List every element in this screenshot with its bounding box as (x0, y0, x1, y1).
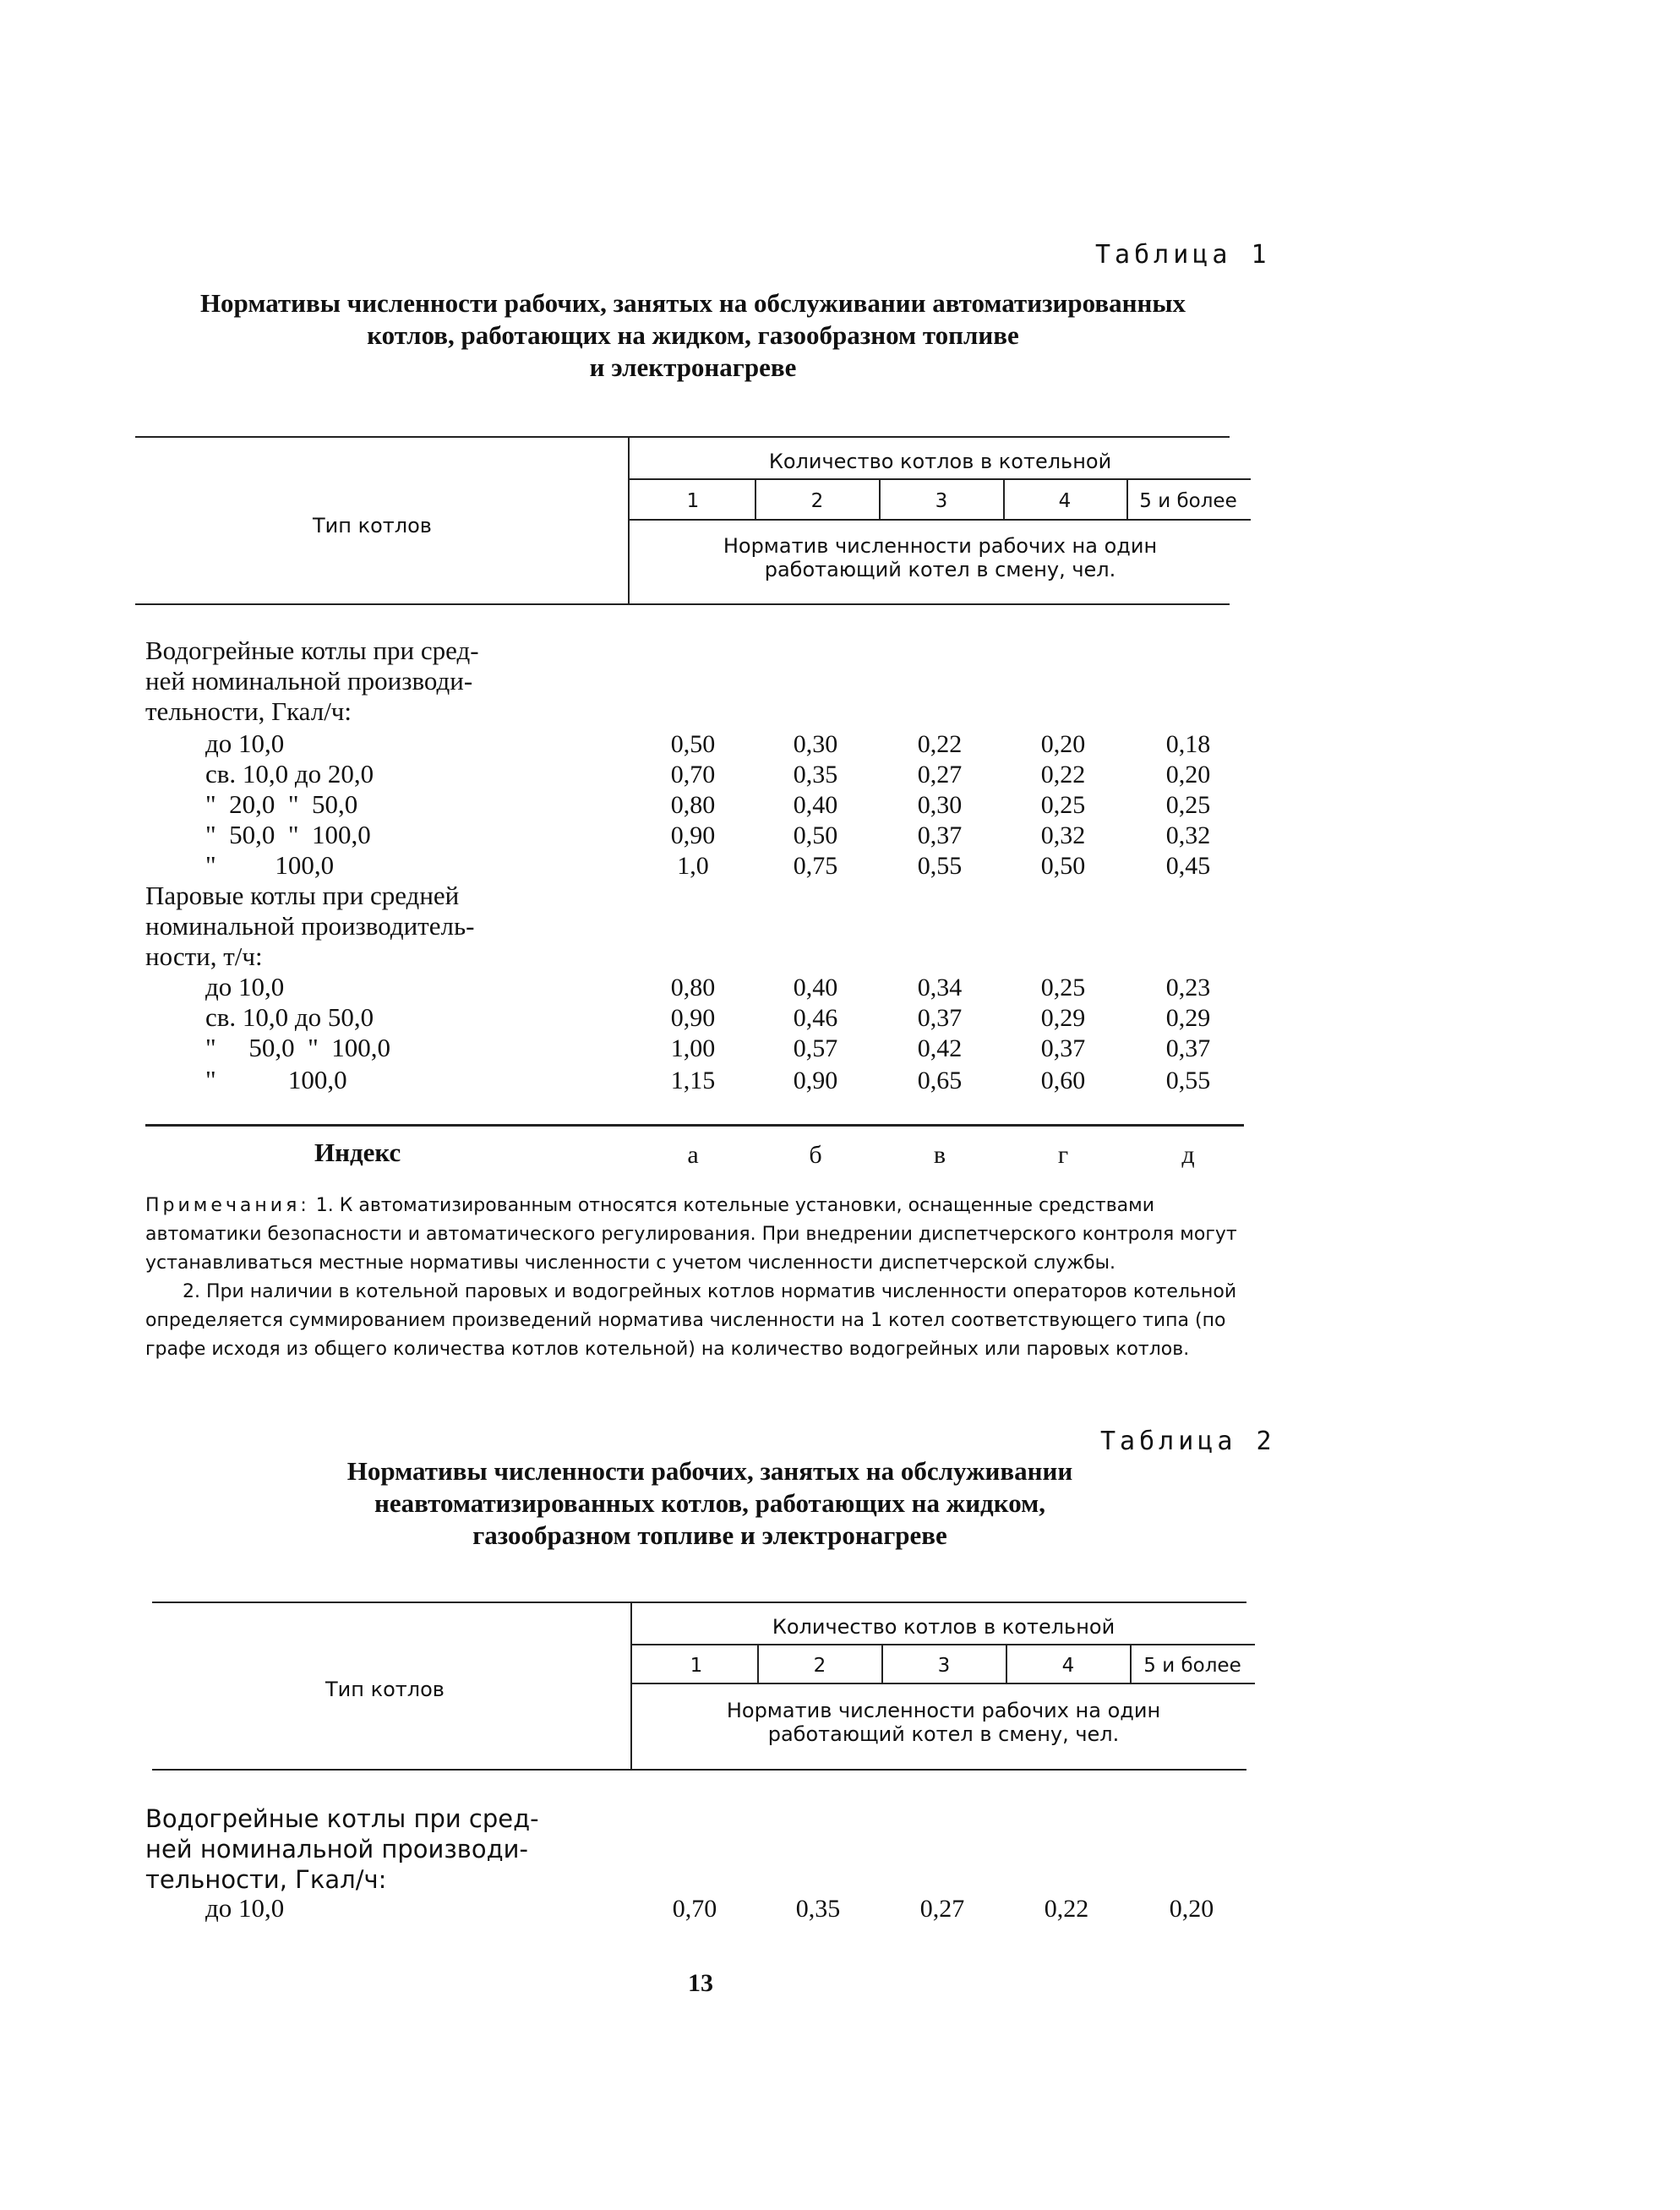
table2-title-line: газообразном топливе и электронагреве (472, 1520, 947, 1550)
table1-cell: 0,50 (670, 730, 716, 758)
table1-columns-rule (630, 519, 1251, 521)
table1-cell: 0,25 (1040, 974, 1086, 1001)
table1-count-header: Количество котлов в котельной (768, 450, 1112, 473)
table1-group-line: тельности, Гкал/ч: (145, 696, 352, 726)
table2-title-line: неавтоматизированных котлов, работающих на жидком, (374, 1488, 1045, 1518)
table1-cell: 0,60 (1040, 1067, 1086, 1094)
table2-cell: 0,27 (919, 1895, 965, 1923)
table1-group-line: Паровые котлы при средней (145, 881, 460, 910)
table1-cell: 0,22 (917, 730, 963, 758)
table2-col-2: 2 (813, 1655, 826, 1677)
table1-cell: 0,29 (1165, 1004, 1211, 1032)
table1-row-label: до 10,0 (205, 972, 285, 1001)
table1-group-water (145, 636, 479, 727)
table1-norm-header (630, 534, 1251, 581)
table2-cell: 0,70 (672, 1895, 717, 1923)
table1-cell: 0,30 (793, 730, 838, 758)
table2-type-header: Тип котлов (325, 1678, 445, 1701)
table1-row-label: до 10,0 (205, 728, 285, 758)
table1-cell: 0,42 (917, 1034, 963, 1062)
table1-title-line: и электронагреве (589, 352, 797, 382)
table1-row-label: " 100,0 (205, 1065, 347, 1094)
table1-cell: 0,65 (917, 1067, 963, 1094)
table1-cell: 0,50 (1040, 852, 1086, 880)
table1-cell: 0,37 (917, 1004, 963, 1032)
table2-header-bottom-rule (152, 1769, 1246, 1771)
table1-cell: 0,32 (1165, 821, 1211, 849)
table1-cell: 0,70 (670, 761, 716, 789)
table2-norm-line: работающий котел в смену, чел. (767, 1722, 1120, 1746)
table1-cell: 0,25 (1165, 791, 1211, 819)
table1-row-label: " 100,0 (205, 850, 335, 880)
table2-columns-rule (632, 1683, 1255, 1684)
table2-norm-header (632, 1699, 1255, 1746)
note-2: 2. При наличии в котельной паровых и водогрейных котлов норматив численности операторов котельной определяется суммированием произведений норматива численности на 1 котел соответствующего типа (по графе исходя из общего количества котлов котельной) на количество водогрейных или паровых котлов. (145, 1281, 1237, 1360)
table2-norm-line: Норматив численности рабочих на один (726, 1699, 1161, 1722)
table1-cell: 0,32 (1040, 821, 1086, 849)
table1-cell: 0,90 (670, 1004, 716, 1032)
table1-notes (145, 1192, 1261, 1364)
table1-col-1: 1 (686, 490, 700, 512)
table2-col-divider (1130, 1644, 1132, 1683)
table1-cell: 0,45 (1165, 852, 1211, 880)
table1-index-label: Индекс (314, 1138, 401, 1167)
table1-cell: 0,23 (1165, 974, 1211, 1001)
table2-count-header: Количество котлов в котельной (772, 1615, 1115, 1639)
table1-col-divider (1003, 478, 1005, 519)
table1-caption: Таблица 1 (1095, 240, 1271, 270)
table2-col-divider (1006, 1644, 1007, 1683)
table1-row-label: св. 10,0 до 50,0 (205, 1002, 374, 1032)
table1-row-label: " 20,0 " 50,0 (205, 789, 358, 819)
table2-col-3: 3 (937, 1655, 951, 1677)
table1-norm-line: Норматив численности рабочих на один (723, 534, 1158, 558)
table1-col-divider (879, 478, 881, 519)
table1-cell: 0,75 (793, 852, 838, 880)
table2-col-4: 4 (1061, 1655, 1075, 1677)
table2-row-label: до 10,0 (205, 1893, 285, 1923)
table2-col-5: 5 и более (1143, 1655, 1241, 1677)
table1-group-line: ней номинальной производи- (145, 666, 473, 696)
table1-cell: 0,20 (1040, 730, 1086, 758)
table1-cell: 0,40 (793, 974, 838, 1001)
table1-row-label: " 50,0 " 100,0 (205, 820, 371, 849)
table2-col-divider (881, 1644, 883, 1683)
table1-col-4: 4 (1058, 490, 1072, 512)
table2-caption: Таблица 2 (1100, 1427, 1276, 1456)
table2-group-line: тельности, Гкал/ч: (145, 1865, 387, 1894)
table1-count-rule (630, 478, 1251, 480)
table1-cell: 0,37 (917, 821, 963, 849)
table1-header-bottom-rule (135, 603, 1230, 605)
table1-cell: 0,27 (917, 761, 963, 789)
table1-title-line: котлов, работающих на жидком, газообразном топливе (367, 320, 1019, 350)
table1-cell: 0,34 (917, 974, 963, 1001)
table1-type-header: Тип котлов (313, 514, 432, 537)
table1-index-rule (145, 1124, 1244, 1127)
table1-group-steam (145, 881, 474, 972)
table1-cell: 0,55 (1165, 1067, 1211, 1094)
table1-cell: 0,20 (1165, 761, 1211, 789)
table1-cell: 0,80 (670, 974, 716, 1001)
table2-title (161, 1455, 1259, 1552)
table1-cell: 0,25 (1040, 791, 1086, 819)
table1-col-5: 5 и более (1139, 490, 1237, 512)
table1-cell: 0,29 (1040, 1004, 1086, 1032)
table1-cell: 0,57 (793, 1034, 838, 1062)
table1-cell: 0,40 (793, 791, 838, 819)
table2-col-divider (757, 1644, 759, 1683)
table1-cell: 0,90 (793, 1067, 838, 1094)
table1-col-divider (1126, 478, 1128, 519)
table1-group-line: номинальной производитель- (145, 911, 475, 941)
note-1 (145, 1192, 1261, 1278)
table1-cell: 0,46 (793, 1004, 838, 1032)
table2-top-rule (152, 1602, 1246, 1603)
table2-group-line: Водогрейные котлы при сред- (145, 1804, 539, 1833)
table1-cell: 0,18 (1165, 730, 1211, 758)
table1-cell: 1,0 (677, 852, 709, 880)
table1-title (144, 287, 1242, 384)
table1-index-cell: б (809, 1141, 822, 1169)
table1-cell: 0,37 (1040, 1034, 1086, 1062)
note-1-text: 1. К автоматизированным относятся котельные установки, оснащенные средствами автоматики безопасности и автоматического регулирования. При внедрении диспетчерского контроля могут устанавливаться местные нормативы численности с учетом численности диспетчерской службы. (145, 1195, 1237, 1274)
table2-group-water (145, 1803, 539, 1895)
table1-row-label: св. 10,0 до 20,0 (205, 759, 374, 789)
table1-col-2: 2 (810, 490, 824, 512)
table1-row-label: " 50,0 " 100,0 (205, 1033, 391, 1062)
table1-index-cell: г (1057, 1141, 1069, 1169)
table1-cell: 1,00 (670, 1034, 716, 1062)
table1-top-rule (135, 436, 1230, 438)
table2-cell: 0,20 (1169, 1895, 1214, 1923)
table1-cell: 0,35 (793, 761, 838, 789)
table2-group-line: ней номинальной производи- (145, 1835, 528, 1863)
table1-index-cell: в (933, 1141, 946, 1169)
table1-cell: 0,55 (917, 852, 963, 880)
table1-cell: 0,37 (1165, 1034, 1211, 1062)
table2-cell: 0,35 (795, 1895, 841, 1923)
table1-index-cell: д (1181, 1141, 1195, 1169)
table1-title-line: Нормативы численности рабочих, занятых на обслуживании автоматизированных (199, 288, 1186, 318)
table1-norm-line: работающий котел в смену, чел. (764, 558, 1116, 581)
table2-title-line: Нормативы численности рабочих, занятых на обслуживании (346, 1456, 1073, 1486)
table1-cell: 0,90 (670, 821, 716, 849)
table1-cell: 0,80 (670, 791, 716, 819)
table1-col-divider (755, 478, 756, 519)
table1-index-cell: а (687, 1141, 699, 1169)
table2-count-rule (632, 1644, 1255, 1645)
table2-col-1: 1 (690, 1655, 703, 1677)
table1-cell: 1,15 (670, 1067, 716, 1094)
table1-cell: 0,30 (917, 791, 963, 819)
table1-group-line: Водогрейные котлы при сред- (145, 636, 479, 665)
page-number: 13 (688, 1969, 713, 1997)
notes-heading: Примечания: (145, 1195, 310, 1216)
table1-cell: 0,50 (793, 821, 838, 849)
table1-group-line: ности, т/ч: (145, 941, 263, 971)
table2-cell: 0,22 (1044, 1895, 1089, 1923)
table1-col-3: 3 (935, 490, 948, 512)
table1-cell: 0,22 (1040, 761, 1086, 789)
